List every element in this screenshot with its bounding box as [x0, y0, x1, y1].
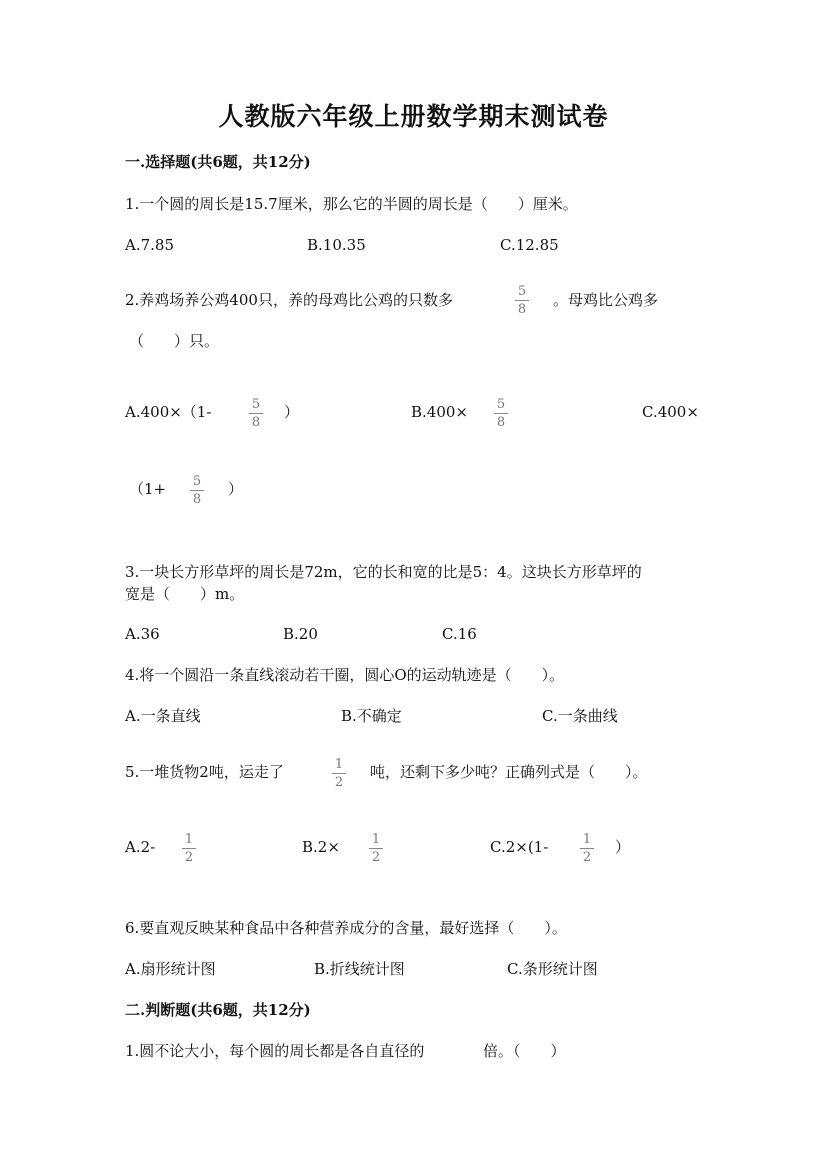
question-2-stem-part2: 。母鸡比公鸡多 [553, 291, 659, 309]
fraction-numerator: 5 [192, 474, 202, 489]
section-header-judgement: 二.判断题(共6题，共12分) [125, 1001, 311, 1019]
q1-option-b[interactable]: B.10.35 [307, 236, 366, 254]
fraction [494, 397, 508, 430]
fraction-denominator: 2 [184, 850, 194, 865]
q5-option-c[interactable]: C.2×(1- [490, 838, 549, 856]
fraction-bar [369, 848, 383, 849]
question-2-stem-line2: （ ）只。 [129, 332, 220, 350]
fraction [332, 757, 346, 790]
q2-option-c-suffix: ） [228, 480, 244, 498]
q4-option-b[interactable]: B.不确定 [341, 707, 402, 725]
q4-option-c[interactable]: C.一条曲线 [542, 707, 618, 725]
judgement-1-stem-part1: 1.圆不论大小，每个圆的周长都是各自直径的 [125, 1042, 425, 1060]
q3-option-a[interactable]: A.36 [125, 625, 160, 643]
fraction-denominator: 8 [496, 415, 506, 430]
question-6-stem: 6.要直观反映某种食品中各种营养成分的含量，最好选择（ ）。 [125, 919, 567, 937]
fraction [515, 284, 529, 317]
fraction-bar [494, 413, 508, 414]
fraction-denominator: 2 [334, 775, 344, 790]
q3-option-b[interactable]: B.20 [283, 625, 318, 643]
q2-option-a[interactable]: A.400×（1- [125, 403, 212, 421]
question-3-stem-line1: 3.一块长方形草坪的周长是72m，它的长和宽的比是5：4。这块长方形草坪的 [125, 563, 642, 581]
fraction-denominator: 8 [251, 415, 261, 430]
fraction-numerator: 5 [496, 397, 506, 412]
fraction [190, 474, 204, 507]
fraction-numerator: 1 [582, 832, 592, 847]
fraction-bar [580, 848, 594, 849]
fraction-numerator: 1 [371, 832, 381, 847]
judgement-1-stem-part2: 倍。（ ） [483, 1042, 566, 1060]
question-5-stem-part1: 5.一堆货物2吨，运走了 [125, 763, 284, 781]
fraction-bar [190, 490, 204, 491]
q5-option-a[interactable]: A.2- [125, 838, 156, 856]
q3-option-c[interactable]: C.16 [442, 625, 477, 643]
fraction [249, 397, 263, 430]
q6-option-b[interactable]: B.折线统计图 [314, 960, 405, 978]
fraction [369, 832, 383, 865]
fraction-bar [332, 773, 346, 774]
q6-option-c[interactable]: C.条形统计图 [507, 960, 598, 978]
q4-option-a[interactable]: A.一条直线 [125, 707, 201, 725]
q5-option-c-suffix: ） [615, 838, 631, 856]
fraction-numerator: 1 [334, 757, 344, 772]
q1-option-a[interactable]: A.7.85 [125, 236, 174, 254]
page-title: 人教版六年级上册数学期末测试卷 [218, 102, 609, 131]
q2-option-a-suffix: ） [284, 403, 300, 421]
q1-option-c[interactable]: C.12.85 [500, 236, 559, 254]
fraction-bar [249, 413, 263, 414]
fraction-numerator: 1 [184, 832, 194, 847]
fraction [580, 832, 594, 865]
question-5-stem-part2: 吨，还剩下多少吨？正确列式是（ ）。 [370, 763, 648, 781]
fraction-bar [515, 300, 529, 301]
fraction [182, 832, 196, 865]
question-4-stem: 4.将一个圆沿一条直线滚动若干圈，圆心O的运动轨迹是（ ）。 [125, 666, 565, 684]
fraction-denominator: 2 [582, 850, 592, 865]
fraction-denominator: 8 [517, 302, 527, 317]
fraction-denominator: 8 [192, 492, 202, 507]
fraction-numerator: 5 [517, 284, 527, 299]
question-1-stem: 1.一个圆的周长是15.7厘米，那么它的半圆的周长是（ ）厘米。 [125, 195, 578, 213]
section-header-choice: 一.选择题(共6题，共12分) [125, 153, 311, 171]
fraction-denominator: 2 [371, 850, 381, 865]
fraction-bar [182, 848, 196, 849]
q2-option-b[interactable]: B.400× [411, 403, 468, 421]
question-2-stem-part1: 2.养鸡场养公鸡400只，养的母鸡比公鸡的只数多 [125, 291, 453, 309]
q5-option-b[interactable]: B.2× [302, 838, 340, 856]
q2-option-c-line2: （1+ [129, 480, 167, 498]
question-3-stem-line2: 宽是（ ）m。 [125, 585, 245, 603]
fraction-numerator: 5 [251, 397, 261, 412]
q2-option-c[interactable]: C.400× [642, 403, 699, 421]
q6-option-a[interactable]: A.扇形统计图 [125, 960, 216, 978]
